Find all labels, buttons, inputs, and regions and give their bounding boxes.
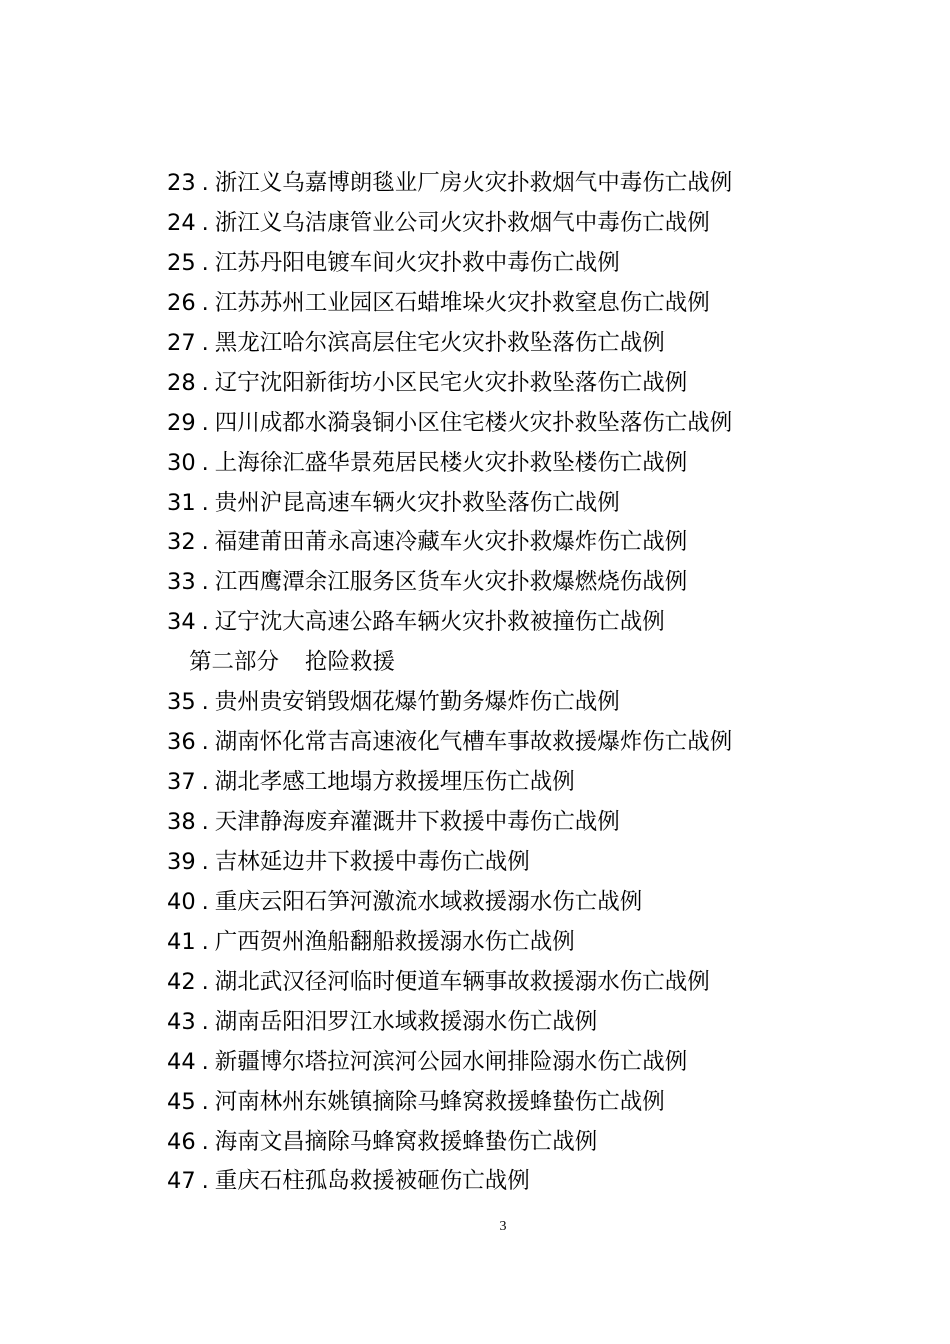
toc-entry-title: 四川成都水漪袅铜小区住宅楼火灾扑救坠落伤亡战例	[214, 409, 733, 436]
toc-entry-title: 广西贺州渔船翻船救援溺水伤亡战例	[214, 928, 575, 955]
toc-entry-number: 39	[167, 848, 196, 875]
toc-entry	[167, 204, 887, 244]
toc-entry-separator: .	[201, 1168, 209, 1195]
toc-entry-title: 福建莆田莆永高速冷藏车火灾扑救爆炸伤亡战例	[214, 529, 688, 556]
toc-entry-title: 上海徐汇盛华景苑居民楼火灾扑救坠楼伤亡战例	[214, 449, 688, 476]
toc-entry-title: 江苏丹阳电镀车间火灾扑救中毒伤亡战例	[214, 249, 620, 276]
toc-entry	[167, 1043, 887, 1083]
toc-entry	[167, 803, 887, 843]
toc-entry	[167, 683, 887, 723]
toc-entry	[167, 563, 887, 603]
table-of-contents	[167, 164, 887, 1202]
toc-entry	[167, 763, 887, 803]
toc-entry-title: 江西鹰潭余江服务区货车火灾扑救爆燃烧伤战例	[214, 569, 688, 596]
toc-entry	[167, 963, 887, 1003]
toc-entry-separator: .	[201, 809, 209, 835]
toc-entry	[167, 1003, 887, 1043]
toc-entry-separator: .	[201, 1088, 209, 1115]
toc-entry-title: 辽宁沈大高速公路车辆火灾扑救被撞伤亡战例	[214, 609, 665, 636]
toc-entry	[167, 284, 887, 324]
toc-entry-number: 29	[167, 409, 196, 436]
toc-entry	[167, 364, 887, 404]
toc-entry-number: 28	[167, 369, 196, 396]
toc-entry	[167, 1162, 887, 1202]
toc-entry-title: 重庆石柱孤岛救援被砸伤亡战例	[214, 1168, 530, 1195]
toc-entry-number: 27	[167, 329, 196, 356]
toc-entry-number: 37	[167, 769, 196, 796]
toc-entry-title: 新疆博尔塔拉河滨河公园水闸排险溺水伤亡战例	[214, 1048, 688, 1075]
toc-entry	[167, 523, 887, 563]
toc-entry	[167, 843, 887, 883]
toc-entry	[167, 603, 887, 643]
toc-entry-separator: .	[201, 449, 209, 476]
toc-entry-number: 33	[167, 569, 196, 596]
toc-entry-separator: .	[201, 769, 209, 796]
toc-entry-title: 湖北武汉径河临时便道车辆事故救援溺水伤亡战例	[214, 968, 710, 995]
toc-entry-separator: .	[201, 888, 209, 915]
toc-entry-title: 湖南怀化常吉高速液化气槽车事故救援爆炸伤亡战例	[214, 729, 733, 756]
toc-entry-title: 河南林州东姚镇摘除马蜂窝救援蜂蛰伤亡战例	[214, 1088, 665, 1115]
toc-entry-number: 38	[167, 809, 196, 835]
toc-part-2	[167, 683, 887, 1202]
toc-entry-number: 23	[167, 170, 196, 196]
toc-entry-number: 36	[167, 729, 196, 756]
toc-entry	[167, 923, 887, 963]
toc-entry-separator: .	[201, 729, 209, 756]
toc-entry-separator: .	[201, 968, 209, 995]
toc-entry-number: 35	[167, 689, 196, 716]
toc-entry	[167, 723, 887, 763]
toc-entry-separator: .	[201, 689, 209, 716]
toc-entry-separator: .	[201, 1048, 209, 1075]
toc-entry-number: 25	[167, 249, 196, 276]
toc-entry-number: 42	[167, 968, 196, 995]
toc-entry	[167, 324, 887, 364]
toc-entry	[167, 1123, 887, 1163]
toc-entry-separator: .	[201, 1128, 209, 1155]
toc-entry-number: 30	[167, 449, 196, 476]
toc-entry-separator: .	[201, 289, 209, 316]
toc-entry-title: 贵州贵安销毁烟花爆竹勤务爆炸伤亡战例	[214, 689, 620, 716]
toc-entry-separator: .	[201, 170, 209, 196]
toc-entry-number: 24	[167, 209, 196, 236]
toc-entry-separator: .	[201, 569, 209, 596]
toc-entry-number: 47	[167, 1168, 196, 1195]
toc-part-1	[167, 164, 887, 643]
toc-entry-title: 贵州沪昆高速车辆火灾扑救坠落伤亡战例	[214, 489, 620, 516]
section-heading	[167, 643, 887, 683]
toc-entry-separator: .	[201, 848, 209, 875]
toc-entry-separator: .	[201, 249, 209, 276]
toc-entry-title: 江苏苏州工业园区石蜡堆垛火灾扑救窒息伤亡战例	[214, 289, 710, 316]
toc-entry	[167, 444, 887, 484]
toc-entry-title: 湖南岳阳汨罗江水域救援溺水伤亡战例	[214, 1008, 598, 1035]
toc-entry-separator: .	[201, 489, 209, 516]
toc-entry-title: 海南文昌摘除马蜂窝救援蜂蛰伤亡战例	[214, 1128, 598, 1155]
toc-entry-separator: .	[201, 409, 209, 436]
page-number: 3	[499, 1219, 507, 1234]
toc-entry-separator: .	[201, 609, 209, 636]
toc-entry-title: 浙江义乌洁康管业公司火灾扑救烟气中毒伤亡战例	[214, 209, 710, 236]
section-title: 抢险救援	[305, 649, 396, 676]
toc-entry-number: 40	[167, 888, 196, 915]
toc-entry	[167, 1083, 887, 1123]
section-label: 第二部分	[189, 649, 280, 676]
toc-entry-number: 43	[167, 1008, 196, 1035]
toc-entry-title: 湖北孝感工地塌方救援埋压伤亡战例	[214, 769, 575, 796]
toc-entry	[167, 883, 887, 923]
toc-entry-title: 天津静海废弃灌溉井下救援中毒伤亡战例	[214, 809, 620, 835]
toc-entry-number: 26	[167, 289, 196, 316]
toc-entry-number: 31	[167, 489, 196, 516]
toc-entry-separator: .	[201, 329, 209, 356]
toc-entry	[167, 244, 887, 284]
toc-entry-separator: .	[201, 1008, 209, 1035]
toc-entry-number: 32	[167, 529, 196, 556]
toc-entry-number: 44	[167, 1048, 196, 1075]
toc-entry-title: 吉林延边井下救援中毒伤亡战例	[214, 848, 530, 875]
toc-entry-number: 45	[167, 1088, 196, 1115]
toc-entry	[167, 404, 887, 444]
toc-entry-separator: .	[201, 529, 209, 556]
toc-entry-number: 46	[167, 1128, 196, 1155]
toc-entry	[167, 164, 887, 204]
toc-entry-title: 黑龙江哈尔滨高层住宅火灾扑救坠落伤亡战例	[214, 329, 665, 356]
toc-entry	[167, 484, 887, 524]
toc-entry-separator: .	[201, 369, 209, 396]
toc-entry-number: 34	[167, 609, 196, 636]
toc-entry-number: 41	[167, 928, 196, 955]
toc-entry-title: 辽宁沈阳新街坊小区民宅火灾扑救坠落伤亡战例	[214, 369, 688, 396]
toc-entry-title: 浙江义乌嘉博朗毯业厂房火灾扑救烟气中毒伤亡战例	[214, 170, 733, 196]
toc-entry-title: 重庆云阳石笋河激流水域救援溺水伤亡战例	[214, 888, 643, 915]
toc-entry-separator: .	[201, 928, 209, 955]
toc-entry-separator: .	[201, 209, 209, 236]
